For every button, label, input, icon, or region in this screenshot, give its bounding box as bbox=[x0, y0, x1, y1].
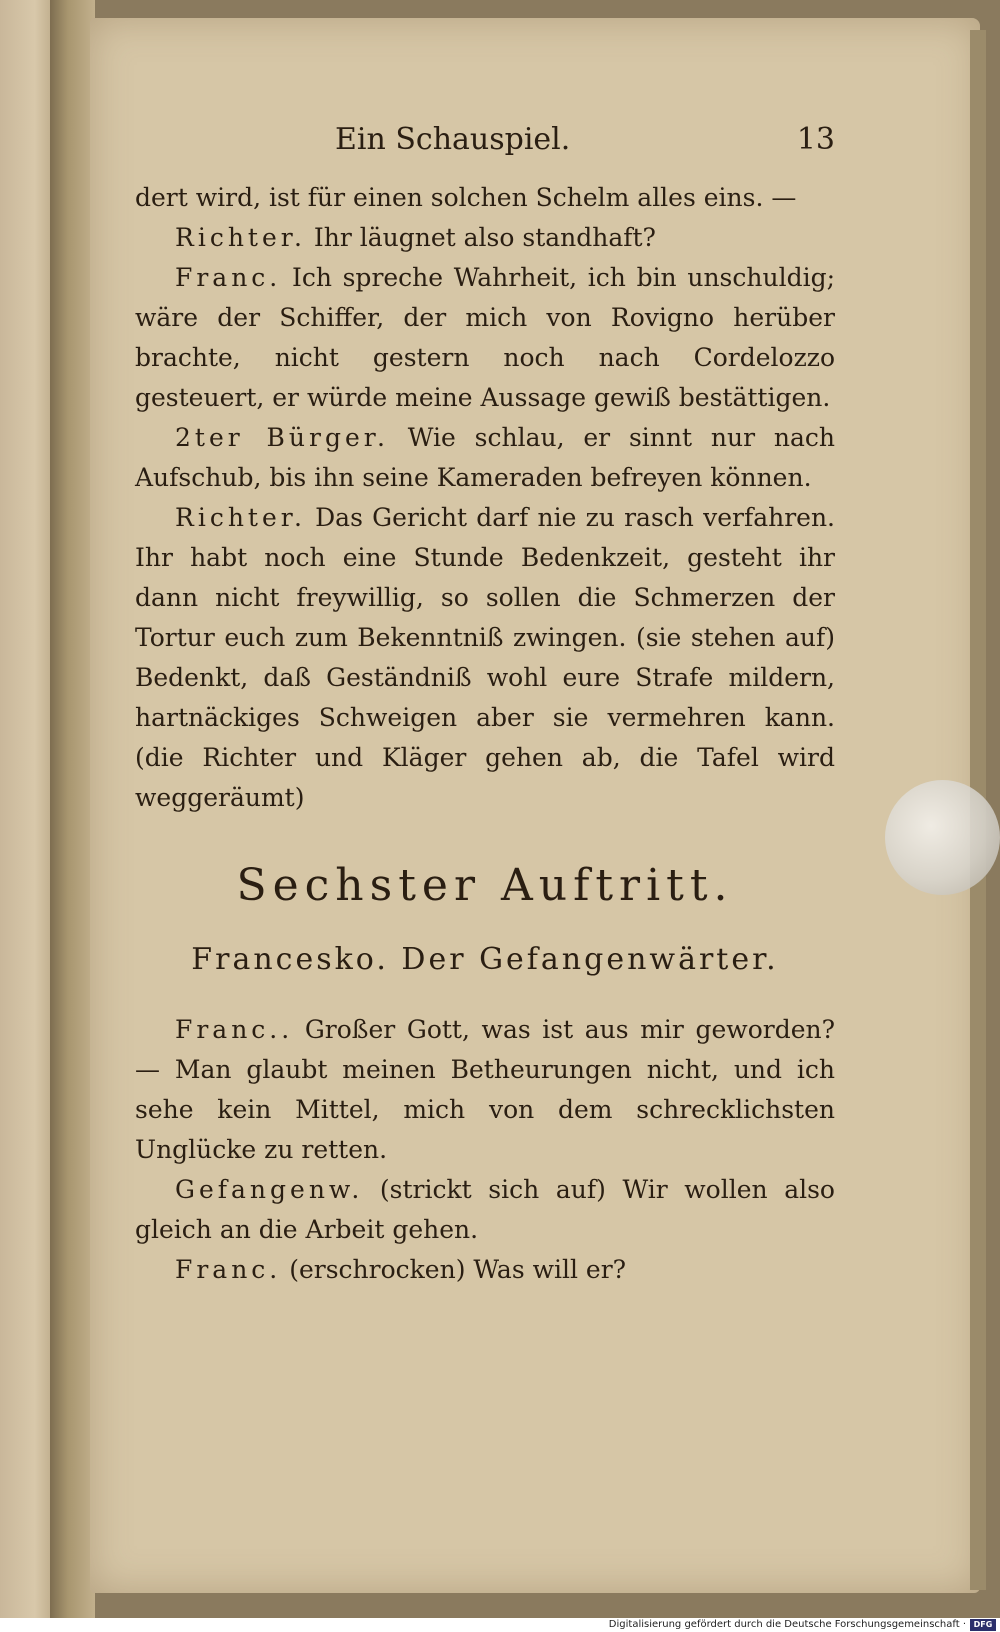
paragraph-text: (erschrocken) Was will er? bbox=[289, 1255, 627, 1284]
paragraph-4 bbox=[135, 498, 835, 818]
paragraph-0 bbox=[135, 178, 835, 218]
paragraph-text: Wie schlau, er sinnt nur nach Aufschub, bis ihn seine Kameraden befreyen können. bbox=[135, 423, 835, 492]
glass-clip bbox=[885, 780, 1000, 895]
paragraph-1 bbox=[135, 218, 835, 258]
running-head bbox=[135, 120, 835, 160]
speaker-name: Franc. bbox=[175, 1255, 282, 1284]
paragraph-text: Ich spreche Wahrheit, ich bin unschuldig; wäre der Schiffer, der mich von Rovigno herüber brachte, nicht gestern noch nach Cordelozzo gesteuert, er würde meine Aussage gewiß bestättigen. bbox=[135, 263, 835, 412]
digitization-footer bbox=[0, 1618, 1000, 1632]
page-number: 13 bbox=[796, 122, 835, 157]
paragraph-3 bbox=[135, 418, 835, 498]
paragraph-text: (strickt sich auf) Wir wollen also gleich an die Arbeit gehen. bbox=[135, 1175, 835, 1244]
footer-credit: Digitalisierung gefördert durch die Deutsche Forschungsgemeinschaft · bbox=[608, 1619, 966, 1630]
speaker-name: Richter. bbox=[175, 223, 306, 252]
page-text bbox=[135, 120, 835, 1290]
paragraph-text: dert wird, ist für einen solchen Schelm alles eins. — bbox=[135, 183, 797, 212]
running-head-title: Ein Schauspiel. bbox=[335, 122, 571, 157]
speaker-name: Gefangenw. bbox=[175, 1175, 364, 1204]
speaker-name: Franc.. bbox=[175, 1015, 294, 1044]
speaker-name: Richter. bbox=[175, 503, 306, 532]
paragraph-text: Das Gericht darf nie zu rasch verfahren. Ihr habt noch eine Stunde Bedenkzeit, gesteht ihr dann nicht freywillig, so sollen die Schmerzen der Tortur euch zum Bekenntniß zwingen. (sie stehen auf) Bedenkt, daß Geständniß wohl eure Strafe mildern, hartnäckiges Schweigen aber sie vermehren kann. (die Richter und Kläger gehen ab, die Tafel wird weggeräumt) bbox=[135, 503, 835, 812]
paragraph-2 bbox=[135, 258, 835, 418]
speaker-name: Franc. bbox=[175, 263, 282, 292]
dfg-logo: DFG bbox=[970, 1619, 996, 1631]
scene-heading: Sechster Auftritt. bbox=[236, 860, 734, 911]
paragraph-text: Großer Gott, was ist aus mir geworden? — Man glaubt meinen Betheurungen nicht, und ich sehe kein Mittel, mich von dem schrecklichsten Unglücke zu retten. bbox=[135, 1015, 836, 1164]
paragraph-text: Ihr läugnet also standhaft? bbox=[313, 223, 656, 252]
scene-paragraph-2 bbox=[135, 1250, 835, 1290]
book-gutter bbox=[50, 0, 95, 1618]
scene-paragraph-0 bbox=[135, 1010, 835, 1170]
speaker-name: 2ter Bürger. bbox=[175, 423, 389, 452]
scene-paragraph-1 bbox=[135, 1170, 835, 1250]
scene-persons: Francesko. Der Gefangenwärter. bbox=[191, 942, 779, 977]
